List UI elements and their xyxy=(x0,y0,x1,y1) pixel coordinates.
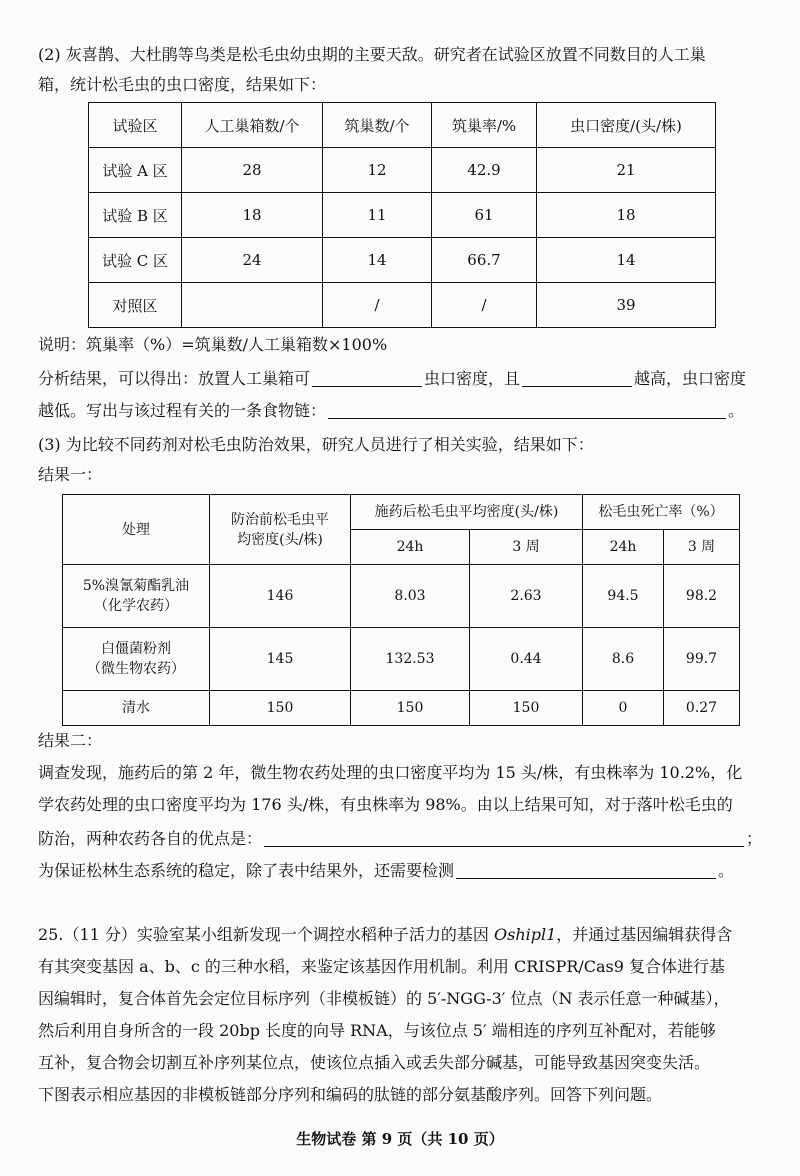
table-header: 松毛虫死亡率（%） xyxy=(583,495,740,530)
table-header-row xyxy=(89,103,716,148)
end-mark: 。 xyxy=(718,861,735,880)
food-chain-blank[interactable] xyxy=(328,402,726,419)
analysis-text-3: 越高，虫口密度 xyxy=(634,369,747,388)
table-cell: 98.2 xyxy=(664,565,740,628)
table-header: 筑巢数/个 xyxy=(323,103,432,148)
table-header: 试验区 xyxy=(89,103,182,148)
table-cell: 11 xyxy=(323,193,432,238)
table-header: 3 周 xyxy=(470,530,583,565)
table-cell: 0.44 xyxy=(470,628,583,691)
table-cell: 清水 xyxy=(63,691,210,726)
end-mark: 。 xyxy=(728,401,745,420)
table-cell: 146 xyxy=(210,565,351,628)
table-cell: / xyxy=(323,283,432,328)
table-cell: 0.27 xyxy=(664,691,740,726)
table-header xyxy=(210,495,351,565)
analysis-text-2: 虫口密度，且 xyxy=(424,369,521,388)
table-cell: 试验 B 区 xyxy=(89,193,182,238)
table-cell: 18 xyxy=(182,193,323,238)
pesticide-table xyxy=(62,494,740,726)
table-cell: 150 xyxy=(470,691,583,726)
table-header: 24h xyxy=(583,530,664,565)
header-before-line-2: 均密度(头/株) xyxy=(237,531,323,548)
table-row xyxy=(89,193,716,238)
table-cell: 对照区 xyxy=(89,283,182,328)
treatment-type: （化学农药） xyxy=(94,598,178,614)
result-2-line-3 xyxy=(38,828,770,850)
table-cell: 99.7 xyxy=(664,628,740,691)
q2-food-chain-line xyxy=(38,400,770,422)
header-before-line-1: 防治前松毛虫平 xyxy=(231,511,329,528)
treatment-type: （微生物农药） xyxy=(87,661,185,677)
result-2-line-2: 学农药处理的虫口密度平均为 176 头/株，有虫株率为 98%。由以上结果可知，对于落叶松毛虫的 xyxy=(38,795,733,814)
q2-line-2: 箱，统计松毛虫的虫口密度，结果如下： xyxy=(38,75,327,94)
table-cell: 61 xyxy=(432,193,537,238)
q25-line-6: 下图表示相应基因的非模板链部分序列和编码的肽链的部分氨基酸序列。回答下列问题。 xyxy=(38,1085,663,1104)
analysis-text-1: 分析结果，可以得出：放置人工巢箱可 xyxy=(38,369,311,388)
answer-blank-1[interactable] xyxy=(312,370,422,387)
result-1-label: 结果一： xyxy=(38,465,103,484)
table-row xyxy=(89,148,716,193)
gene-name: Oshipl1 xyxy=(493,925,557,944)
table-cell: 14 xyxy=(323,238,432,283)
table-header: 处理 xyxy=(63,495,210,565)
table-cell: 0 xyxy=(583,691,664,726)
treatment-name: 白僵菌粉剂 xyxy=(101,641,171,657)
analysis-text-4: 越低。写出与该过程有关的一条食物链： xyxy=(38,401,327,420)
result-2-text-4: 为保证松林生态系统的稳定，除了表中结果外，还需要检测 xyxy=(38,861,455,880)
q2-analysis-line xyxy=(38,368,770,390)
table-cell: / xyxy=(432,283,537,328)
table-cell: 150 xyxy=(210,691,351,726)
table-header: 筑巢率/% xyxy=(432,103,537,148)
table-cell: 66.7 xyxy=(432,238,537,283)
table-row xyxy=(63,691,740,726)
result-2-text-3: 防治，两种农药各自的优点是： xyxy=(38,829,263,848)
q25-line-3: 因编辑时，复合体首先会定位目标序列（非模板链）的 5′-NGG-3′ 位点（N 表示任意一种碱基）， xyxy=(38,989,730,1008)
table-row xyxy=(89,283,716,328)
table-cell: 150 xyxy=(351,691,470,726)
table-cell xyxy=(63,628,210,691)
table-header: 人工巢箱数/个 xyxy=(182,103,323,148)
q25-line-4: 然后利用自身所含的一段 20bp 长度的向导 RNA，与该位点 5′ 端相连的序列互补配对，若能够 xyxy=(38,1021,716,1040)
q25-text-1b: ，并通过基因编辑获得含 xyxy=(556,925,733,944)
table-cell xyxy=(182,283,323,328)
detection-blank[interactable] xyxy=(456,862,716,879)
table-cell xyxy=(63,565,210,628)
q2-note: 说明：筑巢率（%）=筑巢数/人工巢箱数×100% xyxy=(38,335,388,354)
page-footer: 生物试卷 第 9 页（共 10 页） xyxy=(296,1130,504,1148)
nest-box-table xyxy=(88,102,716,328)
q25-line-5: 互补，复合物会切割互补序列某位点，使该位点插入或丢失部分碱基，可能导致基因突变失活。 xyxy=(38,1053,711,1072)
table-cell: 12 xyxy=(323,148,432,193)
table-cell: 14 xyxy=(537,238,716,283)
table-header-row xyxy=(63,495,740,530)
table-cell: 21 xyxy=(537,148,716,193)
q25-text-1a: 25.（11 分）实验室某小组新发现一个调控水稻种子活力的基因 xyxy=(38,925,494,944)
table-row xyxy=(89,238,716,283)
table-cell: 18 xyxy=(537,193,716,238)
table-cell: 2.63 xyxy=(470,565,583,628)
result-2-line-4 xyxy=(38,860,770,882)
table-row xyxy=(63,565,740,628)
table-cell: 42.9 xyxy=(432,148,537,193)
table-header: 施药后松毛虫平均密度(头/株) xyxy=(351,495,583,530)
table-header: 3 周 xyxy=(664,530,740,565)
table-cell: 145 xyxy=(210,628,351,691)
q2-line-1: (2) 灰喜鹊、大杜鹃等鸟类是松毛虫幼虫期的主要天敌。研究者在试验区放置不同数目的人工巢 xyxy=(38,45,706,64)
table-cell: 24 xyxy=(182,238,323,283)
table-cell: 8.6 xyxy=(583,628,664,691)
q25-line-1 xyxy=(38,924,770,946)
table-cell: 8.03 xyxy=(351,565,470,628)
q3-line-1: (3) 为比较不同药剂对松毛虫防治效果，研究人员进行了相关实验，结果如下： xyxy=(38,435,594,454)
answer-blank-2[interactable] xyxy=(522,370,632,387)
table-cell: 试验 A 区 xyxy=(89,148,182,193)
result-2-label: 结果二： xyxy=(38,731,103,750)
table-header: 24h xyxy=(351,530,470,565)
treatment-name: 5%溴氰菊酯乳油 xyxy=(82,578,190,594)
q25-line-2: 有其突变基因 a、b、c 的三种水稻，来鉴定该基因作用机制。利用 CRISPR/Cas9 复合体进行基 xyxy=(38,957,726,976)
table-row xyxy=(63,628,740,691)
table-cell: 28 xyxy=(182,148,323,193)
table-cell: 94.5 xyxy=(583,565,664,628)
table-cell: 试验 C 区 xyxy=(89,238,182,283)
result-2-line-1: 调查发现，施药后的第 2 年，微生物农药处理的虫口密度平均为 15 头/株，有虫株率为 10.2%，化 xyxy=(38,763,743,782)
table-header: 虫口密度/(头/株) xyxy=(537,103,716,148)
table-cell: 132.53 xyxy=(351,628,470,691)
advantages-blank[interactable] xyxy=(264,830,744,847)
semicolon: ； xyxy=(746,829,763,848)
table-cell: 39 xyxy=(537,283,716,328)
